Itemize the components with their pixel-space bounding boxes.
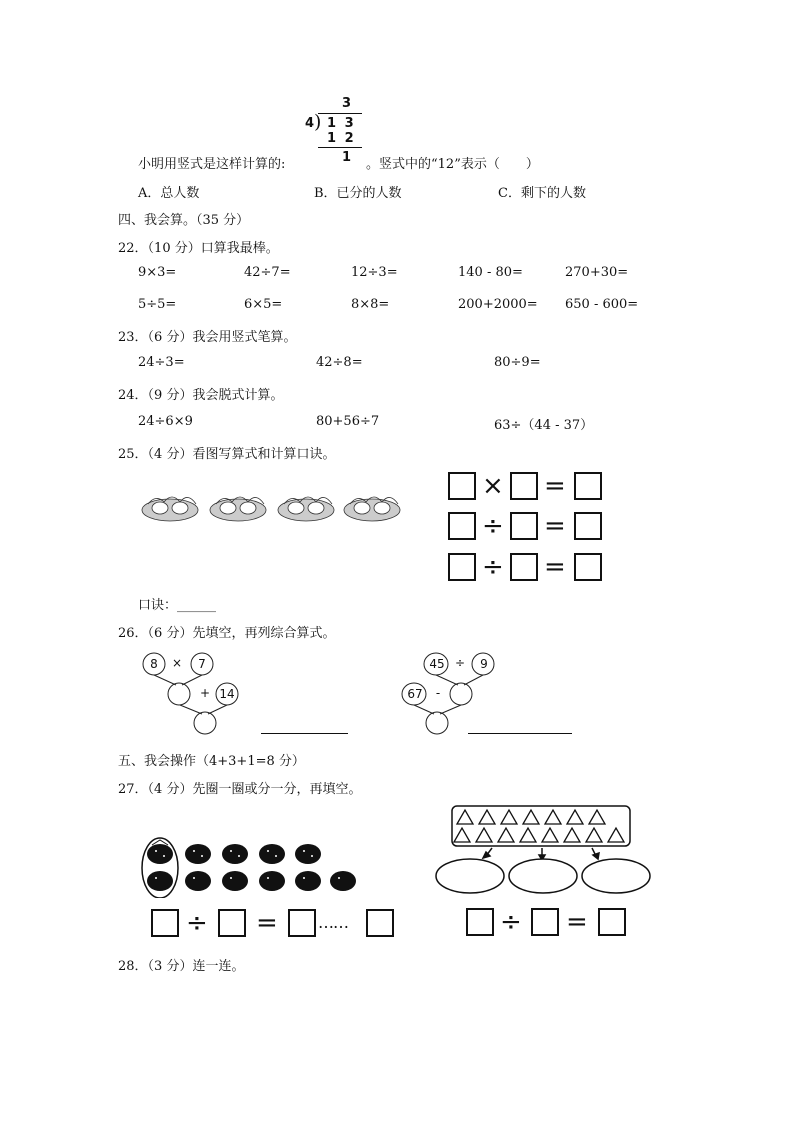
apple-icon <box>426 712 448 734</box>
division-divisor: 4 <box>305 116 315 131</box>
operator: × <box>171 656 183 670</box>
answer-box[interactable] <box>218 909 246 937</box>
q23-item: 80÷9= <box>494 355 541 370</box>
equals-sign: = <box>566 907 588 937</box>
q22-item: 200+2000= <box>458 297 538 312</box>
q22-item: 270+30= <box>565 265 629 280</box>
q22-item: 42÷7= <box>244 265 291 280</box>
answer-box[interactable] <box>510 472 538 500</box>
equals-sign: = <box>544 471 566 501</box>
remainder-dots: …… <box>318 913 348 932</box>
answer-box[interactable] <box>574 512 602 540</box>
q22-item: 12÷3= <box>351 265 398 280</box>
q21-option-b: B．已分的人数 <box>314 186 402 201</box>
division-bar <box>318 113 362 114</box>
equals-sign: = <box>544 552 566 582</box>
apple-number: 45 <box>429 657 445 671</box>
q21-option-c: C．剩下的人数 <box>498 186 586 201</box>
bird-group-icon <box>142 497 198 521</box>
strawberry-icon <box>330 871 356 891</box>
divide-sign: ÷ <box>186 908 208 938</box>
q24-item: 80+56÷7 <box>316 414 380 429</box>
operator: + <box>199 686 211 700</box>
answer-box[interactable] <box>151 909 179 937</box>
strawberry-icon <box>295 844 321 864</box>
q22-item: 650 - 600= <box>565 297 639 312</box>
group-oval <box>582 859 650 893</box>
answer-box[interactable] <box>510 553 538 581</box>
strawberry-icon <box>259 871 285 891</box>
q22-item: 8×8= <box>351 297 390 312</box>
strawberry-icon <box>147 871 173 891</box>
strawberry-icon <box>185 871 211 891</box>
division-remainder: 1 <box>342 150 352 165</box>
group-oval <box>436 859 504 893</box>
apple-number: 67 <box>407 687 423 701</box>
answer-box[interactable] <box>531 908 559 936</box>
strawberry-icon <box>259 844 285 864</box>
apple-number: 8 <box>150 657 158 671</box>
apple-icon <box>450 683 472 705</box>
answer-box[interactable] <box>288 909 316 937</box>
q21-stem-before: 小明用竖式是这样计算的: <box>138 157 286 172</box>
group-oval <box>509 859 577 893</box>
q22-item: 6×5= <box>244 297 283 312</box>
answer-box[interactable] <box>466 908 494 936</box>
q25-kouju[interactable]: 口诀：______ <box>138 598 217 613</box>
q28-title: 28．（3 分）连一连。 <box>118 959 245 974</box>
strawberry-icon <box>185 844 211 864</box>
strawberry-icon <box>222 871 248 891</box>
divide-sign: ÷ <box>500 907 522 937</box>
strawberry-icon <box>222 844 248 864</box>
apple-number: 14 <box>219 687 235 701</box>
operator: - <box>435 686 441 700</box>
q23-title: 23．（6 分）我会用竖式笔算。 <box>118 330 297 345</box>
bird-group-icon <box>210 497 266 521</box>
equals-sign: = <box>544 511 566 541</box>
q22-title: 22．（10 分）口算我最棒。 <box>118 241 279 256</box>
q24-item: 24÷6×9 <box>138 414 193 429</box>
answer-box[interactable] <box>574 472 602 500</box>
q21-stem-after: 。竖式中的“12”表示（ ） <box>366 157 539 172</box>
q22-item: 9×3= <box>138 265 177 280</box>
triangles-grouping-image <box>434 805 654 895</box>
answer-box[interactable] <box>574 553 602 581</box>
section-title-5: 五、我会操作（4+3+1=8 分） <box>118 754 305 769</box>
bird-group-icon <box>278 497 334 521</box>
division-quotient: 3 <box>342 96 352 111</box>
apple-icon <box>168 683 190 705</box>
operator: ÷ <box>482 552 504 582</box>
answer-line[interactable] <box>468 733 572 734</box>
answer-box[interactable] <box>366 909 394 937</box>
answer-box[interactable] <box>448 512 476 540</box>
division-dividend: 1 3 <box>327 116 356 131</box>
operator: × <box>482 471 504 501</box>
q27-title: 27．（4 分）先圈一圈或分一分，再填空。 <box>118 782 362 797</box>
answer-box[interactable] <box>448 553 476 581</box>
q25-title: 25．（4 分）看图写算式和计算口诀。 <box>118 447 336 462</box>
division-product: 1 2 <box>327 131 356 146</box>
q24-item: 63÷（44 - 37） <box>494 418 594 433</box>
strawberry-icon <box>295 871 321 891</box>
q21-option-a: A．总人数 <box>138 186 200 201</box>
answer-line[interactable] <box>261 733 348 734</box>
triangle-box <box>452 806 630 846</box>
strawberries-image <box>138 836 360 898</box>
q23-item: 42÷8= <box>316 355 363 370</box>
q22-item: 5÷5= <box>138 297 177 312</box>
equals-sign: = <box>256 908 278 938</box>
apple-number: 7 <box>198 657 206 671</box>
q22-item: 140 - 80= <box>458 265 523 280</box>
answer-box[interactable] <box>510 512 538 540</box>
bird-group-icon <box>344 497 400 521</box>
q24-title: 24．（9 分）我会脱式计算。 <box>118 388 284 403</box>
apple-number: 9 <box>480 657 488 671</box>
answer-box[interactable] <box>448 472 476 500</box>
apple-icon <box>194 712 216 734</box>
division-subtract-line <box>318 147 362 148</box>
section-title-4: 四、我会算。（35 分） <box>118 213 250 228</box>
strawberry-icon <box>147 840 173 864</box>
q23-item: 24÷3= <box>138 355 185 370</box>
bird-groups-image <box>138 486 404 530</box>
q26-title: 26．（6 分）先填空，再列综合算式。 <box>118 626 336 641</box>
division-bracket: ) <box>314 111 322 133</box>
operator: ÷ <box>454 656 466 670</box>
operator: ÷ <box>482 511 504 541</box>
answer-box[interactable] <box>598 908 626 936</box>
